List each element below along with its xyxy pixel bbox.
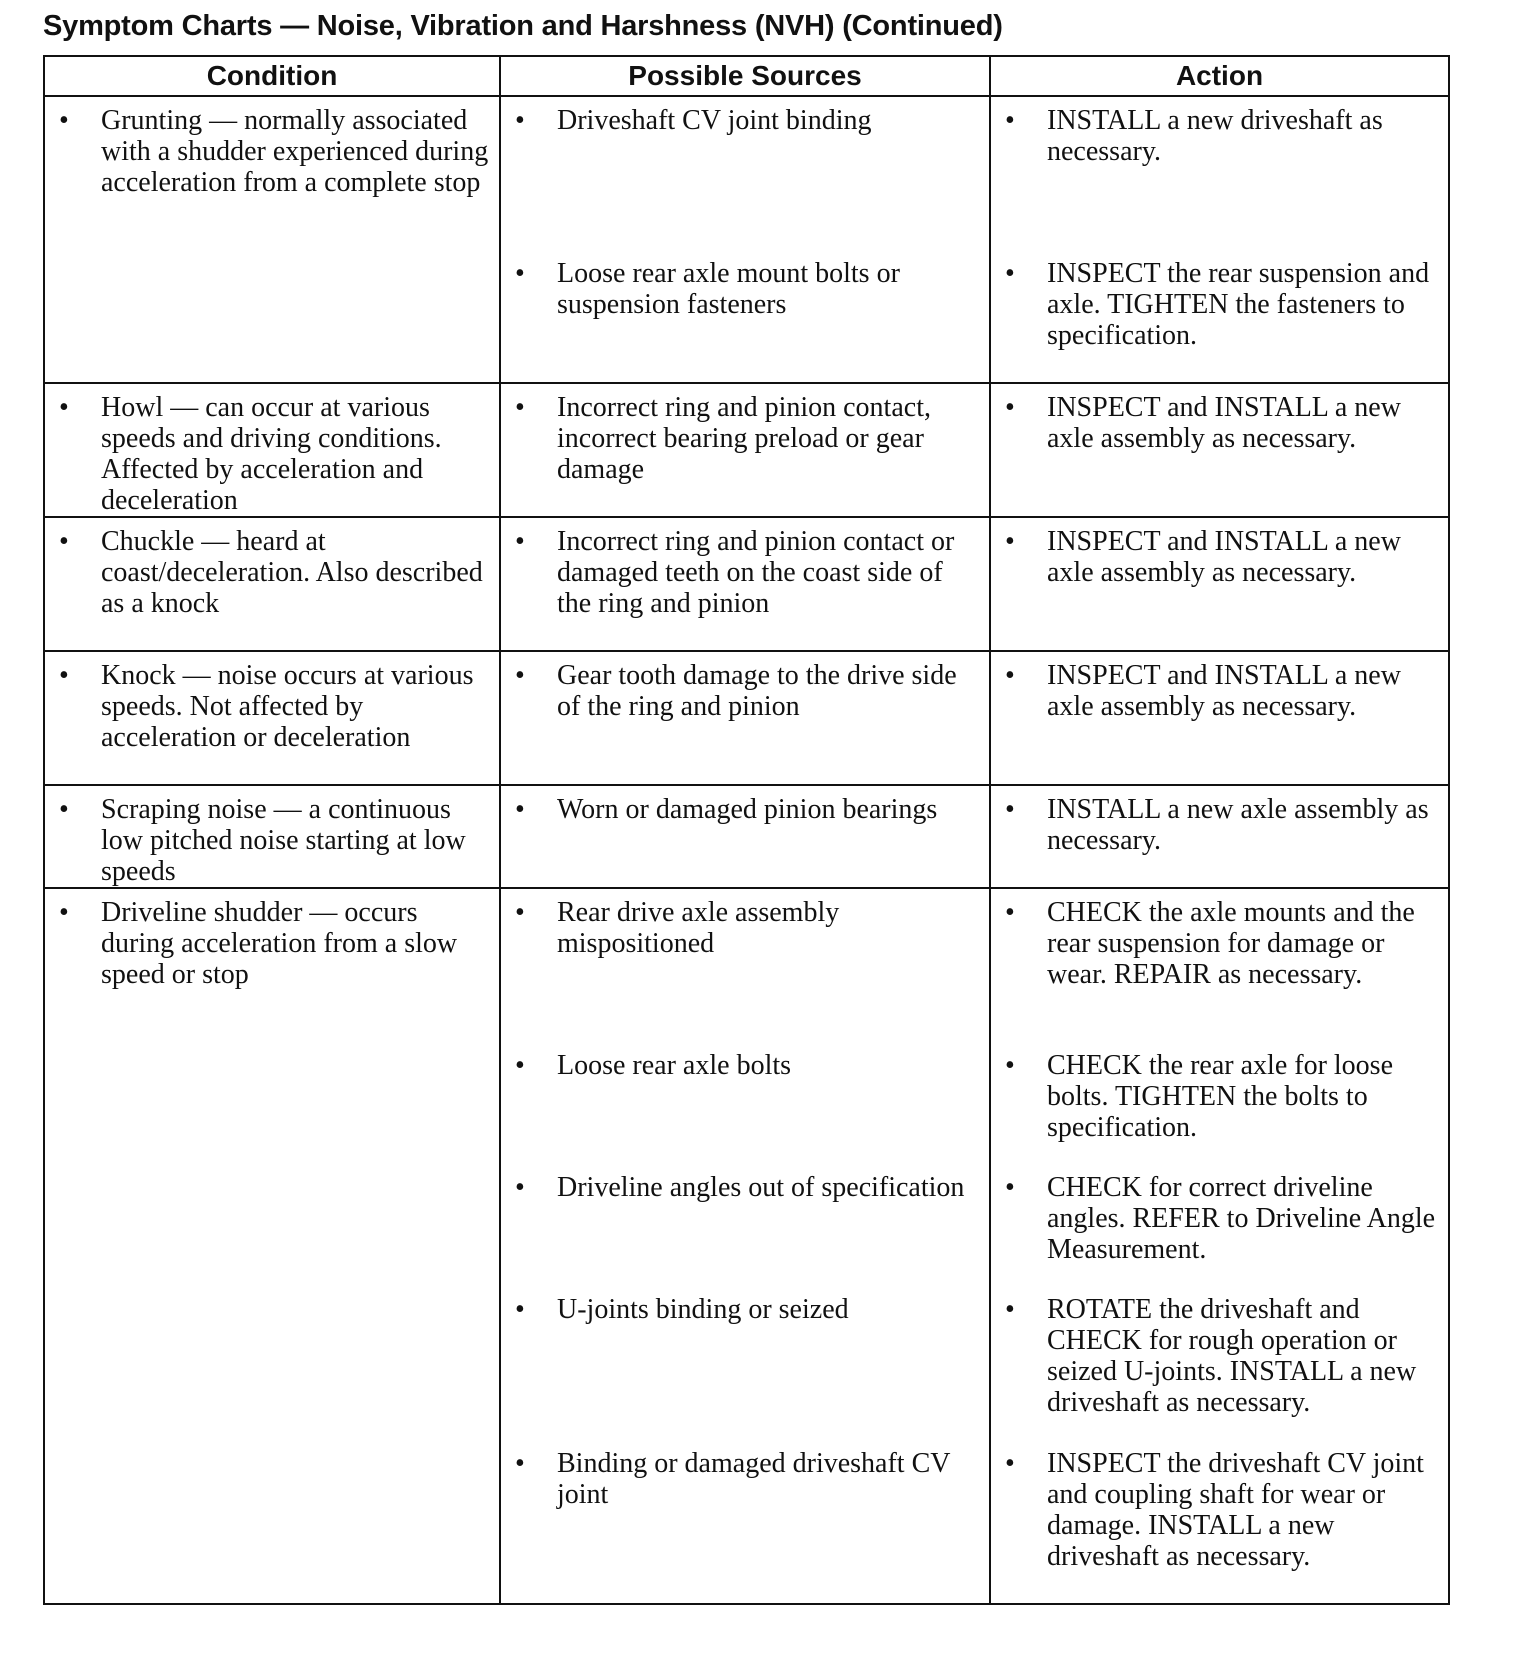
list-item	[1001, 258, 1438, 351]
bullet-icon: •	[1005, 660, 1015, 691]
list-item	[1001, 1050, 1438, 1172]
source-text: Incorrect ring and pinion contact or damaged teeth on the coast side of the ring and pinion	[557, 526, 955, 619]
action-cell	[990, 517, 1449, 651]
source-text: Driveshaft CV joint binding	[557, 105, 872, 136]
condition-cell	[44, 888, 500, 1604]
condition-text: Scraping noise — a continuous low pitched noise starting at low speeds	[101, 794, 466, 887]
sources-cell	[500, 888, 990, 1604]
sources-cell	[500, 651, 990, 785]
header-condition: Condition	[44, 56, 500, 96]
sources-cell	[500, 785, 990, 888]
list-item	[1001, 794, 1438, 856]
sources-cell	[500, 383, 990, 517]
list-item	[511, 1294, 979, 1448]
page-title: Symptom Charts — Noise, Vibration and Harshness (NVH) (Continued)	[43, 10, 1003, 42]
table-row	[44, 888, 1449, 1604]
header-possible-sources: Possible Sources	[500, 56, 990, 96]
bullet-icon: •	[515, 1448, 525, 1479]
list-item	[511, 660, 979, 722]
bullet-icon: •	[1005, 794, 1015, 825]
condition-cell	[44, 383, 500, 517]
action-text: ROTATE the driveshaft and CHECK for rough operation or seized U-joints. INSTALL a new driveshaft as necessary.	[1047, 1294, 1417, 1418]
list-item	[55, 660, 489, 753]
action-text: CHECK for correct driveline angles. REFER to Driveline Angle Measurement.	[1047, 1172, 1436, 1265]
bullet-icon: •	[1005, 897, 1015, 928]
bullet-icon: •	[59, 660, 69, 691]
condition-cell	[44, 517, 500, 651]
condition-text: Chuckle — heard at coast/deceleration. Also described as a knock	[101, 526, 483, 619]
bullet-icon: •	[1005, 1294, 1015, 1325]
action-cell	[990, 96, 1449, 383]
bullet-icon: •	[515, 258, 525, 289]
bullet-icon: •	[1005, 1050, 1015, 1081]
source-text: Loose rear axle mount bolts or suspension fasteners	[557, 258, 900, 320]
table-row	[44, 785, 1449, 888]
list-item	[1001, 392, 1438, 454]
action-text: INSTALL a new driveshaft as necessary.	[1047, 105, 1383, 167]
list-item	[1001, 897, 1438, 1050]
action-cell	[990, 651, 1449, 785]
bullet-icon: •	[515, 526, 525, 557]
action-text: INSTALL a new axle assembly as necessary.	[1047, 794, 1429, 856]
bullet-icon: •	[1005, 105, 1015, 136]
table-row	[44, 383, 1449, 517]
list-item	[1001, 1172, 1438, 1294]
table-row	[44, 651, 1449, 785]
source-text: Binding or damaged driveshaft CV joint	[557, 1448, 950, 1510]
bullet-icon: •	[515, 897, 525, 928]
list-item	[1001, 1294, 1438, 1448]
bullet-icon: •	[515, 105, 525, 136]
bullet-icon: •	[1005, 1172, 1015, 1203]
action-text: CHECK the rear axle for loose bolts. TIGHTEN the bolts to specification.	[1047, 1050, 1393, 1143]
bullet-icon: •	[1005, 526, 1015, 557]
action-text: CHECK the axle mounts and the rear suspension for damage or wear. REPAIR as necessary.	[1047, 897, 1415, 990]
action-text: INSPECT and INSTALL a new axle assembly as necessary.	[1047, 660, 1401, 722]
condition-text: Knock — noise occurs at various speeds. Not affected by acceleration or deceleration	[101, 660, 474, 753]
list-item	[511, 258, 979, 320]
list-item	[511, 1172, 979, 1294]
bullet-icon: •	[59, 897, 69, 928]
header-row	[44, 56, 1449, 96]
action-cell	[990, 383, 1449, 517]
action-text: INSPECT and INSTALL a new axle assembly as necessary.	[1047, 526, 1401, 588]
action-cell	[990, 785, 1449, 888]
bullet-icon: •	[515, 1050, 525, 1081]
bullet-icon: •	[1005, 1448, 1015, 1479]
source-text: Worn or damaged pinion bearings	[557, 794, 938, 825]
list-item	[1001, 660, 1438, 722]
bullet-icon: •	[515, 1172, 525, 1203]
list-item	[1001, 105, 1438, 258]
bullet-icon: •	[59, 794, 69, 825]
bullet-icon: •	[59, 526, 69, 557]
action-text: INSPECT and INSTALL a new axle assembly as necessary.	[1047, 392, 1401, 454]
list-item	[1001, 526, 1438, 588]
list-item	[511, 526, 979, 619]
sources-cell	[500, 96, 990, 383]
list-item	[511, 105, 979, 258]
bullet-icon: •	[1005, 258, 1015, 289]
source-text: Rear drive axle assembly mispositioned	[557, 897, 840, 959]
action-text: INSPECT the driveshaft CV joint and coupling shaft for wear or damage. INSTALL a new driveshaft as necessary.	[1047, 1448, 1424, 1572]
table-row	[44, 517, 1449, 651]
action-cell	[990, 888, 1449, 1604]
list-item	[55, 897, 489, 990]
condition-cell	[44, 785, 500, 888]
list-item	[55, 105, 489, 198]
condition-text: Grunting — normally associated with a shudder experienced during acceleration from a complete stop	[101, 105, 489, 198]
header-action: Action	[990, 56, 1449, 96]
condition-cell	[44, 651, 500, 785]
bullet-icon: •	[515, 794, 525, 825]
list-item	[1001, 1448, 1438, 1572]
list-item	[55, 794, 489, 887]
condition-cell	[44, 96, 500, 383]
source-text: Driveline angles out of specification	[557, 1172, 965, 1203]
list-item	[55, 392, 489, 516]
source-text: Gear tooth damage to the drive side of the ring and pinion	[557, 660, 957, 722]
source-text: Loose rear axle bolts	[557, 1050, 792, 1081]
list-item	[511, 1448, 979, 1510]
list-item	[511, 794, 979, 825]
bullet-icon: •	[59, 105, 69, 136]
bullet-icon: •	[59, 392, 69, 423]
list-item	[511, 1050, 979, 1172]
list-item	[511, 392, 979, 485]
bullet-icon: •	[515, 660, 525, 691]
list-item	[511, 897, 979, 1050]
table-row	[44, 96, 1449, 383]
sources-cell	[500, 517, 990, 651]
bullet-icon: •	[1005, 392, 1015, 423]
list-item	[55, 526, 489, 619]
bullet-icon: •	[515, 1294, 525, 1325]
action-text: INSPECT the rear suspension and axle. TIGHTEN the fasteners to specification.	[1047, 258, 1430, 351]
bullet-icon: •	[515, 392, 525, 423]
condition-text: Driveline shudder — occurs during acceleration from a slow speed or stop	[101, 897, 458, 990]
symptom-chart-table	[43, 55, 1450, 1605]
source-text: U-joints binding or seized	[557, 1294, 849, 1325]
source-text: Incorrect ring and pinion contact, incorrect bearing preload or gear damage	[557, 392, 931, 485]
condition-text: Howl — can occur at various speeds and driving conditions. Affected by acceleration and deceleration	[101, 392, 442, 516]
